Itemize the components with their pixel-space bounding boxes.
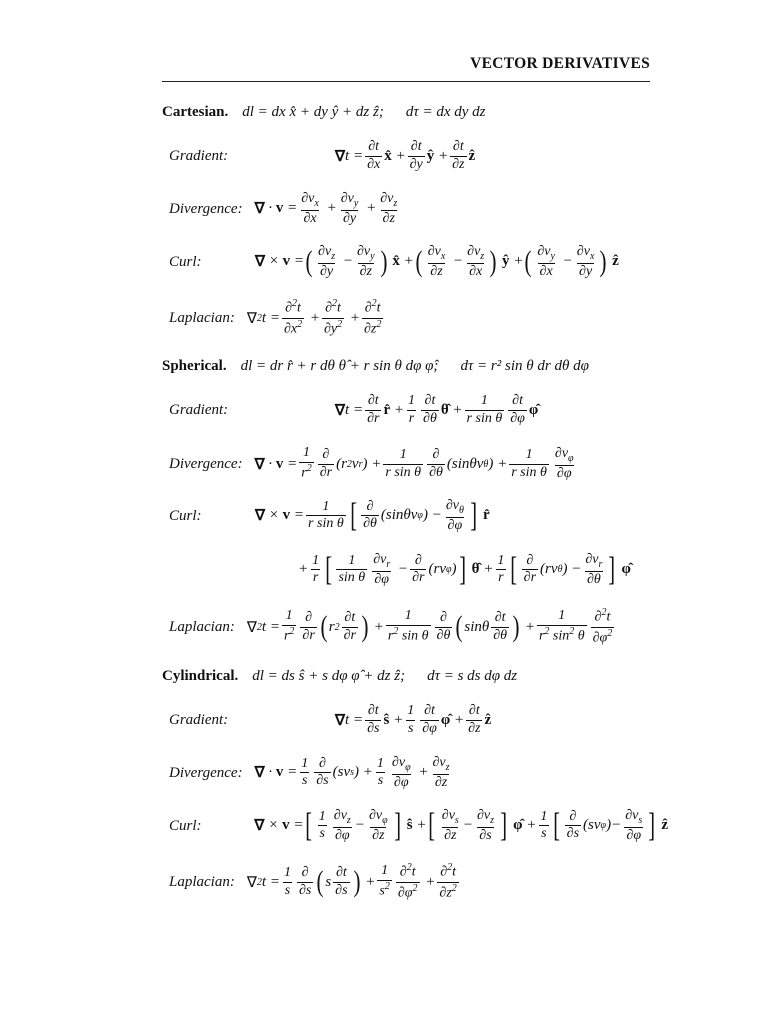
cylindrical-divergence (162, 751, 660, 795)
spherical-title: Spherical. (162, 357, 227, 374)
cylindrical-laplacian-formula: ∇ 2 t = $\frac{1}{s}$ $\frac{\partial}{\partial s}$ ( s $\frac{\partial t}{\partial s}$ ) + $\frac{1}{s^2}$ $\frac{\partial^2t}{\partial\varphi^2}$ + $\frac{\partial^2t}{\partial z^2}$ (246, 862, 457, 901)
divergence-label: Divergence: (169, 764, 243, 781)
header-rule (162, 81, 650, 82)
cartesian-heading (162, 99, 660, 125)
spherical-line-element: dl = dr r̂ + r dθ θ̂ + r sin θ dφ φ̂; (240, 357, 439, 374)
cartesian-gradient-formula: ∇ t = $\frac{\partial t}{\partial x}$ x̂ + $\frac{\partial t}{\partial y}$ ŷ + $\frac{\partial t}{\partial z}$ ẑ (335, 138, 476, 172)
spherical-laplacian (162, 605, 660, 649)
cartesian-laplacian-formula: ∇ 2 t = $\frac{\partial^2t}{\partial x^2}$ + $\frac{\partial^2t}{\partial y^2}$ + $\frac{\partial^2t}{\partial z^2}$ (246, 298, 382, 337)
spherical-curl-formula-line2: + $\frac{1}{r}$ [ $\frac{1}{\text{sin θ}}$ $\frac{\partial v_r}{\partial\varphi}$ − $\frac{\partial}{\partial r}$ ( r v φ ) ] θ̂ + $\frac{1}{r}$ [ $\frac{\partial}{\partial r}$ ( r v θ ) − $\frac{\partial v_r}{\partial\theta}$ ] φ̂ (298, 550, 631, 588)
page-header-title: VECTOR DERIVATIVES (470, 55, 650, 72)
spherical-curl-2 (298, 548, 668, 592)
spherical-gradient (162, 388, 660, 432)
cylindrical-divergence-formula: ∇ · v = $\frac{1}{s}$ $\frac{\partial}{\partial s}$ ( s v s ) + $\frac{1}{s}$ $\frac{\partial v_\varphi}{\partial\varphi}$ + $\frac{\partial v_z}{\partial z}$ (254, 754, 450, 790)
cylindrical-gradient (162, 698, 660, 742)
cartesian-curl-formula: ∇ × v = ( $\frac{\partial v_z}{\partial y}$ − $\frac{\partial v_y}{\partial z}$ ) x̂ + ( $\frac{\partial v_x}{\partial z}$ − $\frac{\partial v_z}{\partial x}$ ) ŷ + ( $\frac{\partial v_y}{\partial x}$ − $\frac{\partial v_x}{\partial y}$ ) ẑ (255, 243, 619, 279)
cartesian-volume-element: dτ = dx dy dz (405, 103, 486, 120)
gradient-label: Gradient: (169, 401, 229, 418)
spherical-divergence (162, 442, 660, 486)
cartesian-title: Cartesian. (162, 103, 229, 120)
laplacian-label: Laplacian: (169, 618, 235, 635)
cylindrical-gradient-formula: ∇ t = $\frac{\partial t}{\partial s}$ ŝ + $\frac{1}{s}$ $\frac{\partial t}{\partial\varphi}$ φ̂ + $\frac{\partial t}{\partial z}$ ẑ (335, 702, 492, 736)
spherical-curl-1 (162, 494, 660, 538)
cartesian-line-element: dl = dx x̂ + dy ŷ + dz ẑ; (242, 103, 384, 120)
gradient-label: Gradient: (169, 711, 229, 728)
spherical-volume-element: dτ = r² sin θ dr dθ dφ (460, 357, 589, 374)
cylindrical-curl-formula: ∇ × v = [ $\frac{1}{s}$ $\frac{\partial v_z}{\partial\varphi}$ − $\frac{\partial v_\varphi}{\partial z}$ ] ŝ + [ $\frac{\partial v_s}{\partial z}$ − $\frac{\partial v_z}{\partial s}$ ] φ̂ + $\frac{1}{s}$ [ $\frac{\partial}{\partial s}$ ( s v φ )− $\frac{\partial v_s}{\partial\varphi}$ ] ẑ (254, 806, 668, 844)
cylindrical-laplacian (162, 860, 660, 904)
cylindrical-heading (162, 663, 660, 689)
laplacian-label: Laplacian: (169, 873, 235, 890)
curl-label: Curl: (169, 817, 202, 834)
curl-label: Curl: (169, 253, 202, 270)
cartesian-gradient (162, 134, 660, 178)
cylindrical-title: Cylindrical. (162, 667, 239, 684)
laplacian-label: Laplacian: (169, 309, 235, 326)
divergence-label: Divergence: (169, 455, 243, 472)
spherical-divergence-formula: ∇ · v = $\frac{1}{r^2}$ $\frac{\partial}{\partial r}$ ( r 2 v r ) + $\frac{1}{\text{r sin θ}}$ $\frac{\partial}{\partial\theta}$ (sin θ v θ ) + $\frac{1}{\text{r sin θ}}$ $\frac{\partial v_\varphi}{\partial\varphi}$ (254, 445, 574, 481)
cylindrical-line-element: dl = ds ŝ + s dφ φ̂ + dz ẑ; (252, 667, 406, 684)
curl-label: Curl: (169, 507, 202, 524)
cartesian-laplacian (162, 296, 660, 340)
spherical-gradient-formula: ∇ t = $\frac{\partial t}{\partial r}$ r̂ + $\frac{1}{r}$ $\frac{\partial t}{\partial\theta}$ θ̂ + $\frac{1}{\text{r sin θ}}$ $\frac{\partial t}{\partial\varphi}$ φ̂ (335, 392, 539, 426)
spherical-laplacian-formula: ∇ 2 t = $\frac{1}{r^2}$ $\frac{\partial}{\partial r}$ ( r 2 $\frac{\partial t}{\partial r}$ ) + $\frac{1}{r^2 \sin \theta}$ $\frac{\partial}{\partial\theta}$ ( sin θ $\frac{\partial t}{\partial\theta}$ ) + $\frac{1}{r^2 \sin^2 \theta}$ $\frac{\partial^2t}{\partial\varphi^2}$ (246, 607, 613, 646)
cylindrical-volume-element: dτ = s ds dφ dz (427, 667, 518, 684)
spherical-heading (162, 353, 660, 379)
cylindrical-curl (162, 804, 668, 848)
divergence-label: Divergence: (169, 200, 243, 217)
cartesian-divergence (162, 187, 660, 231)
cartesian-curl (162, 240, 660, 284)
gradient-label: Gradient: (169, 147, 229, 164)
cartesian-divergence-formula: ∇ · v = $\frac{\partial v_x}{\partial x}$ + $\frac{\partial v_y}{\partial y}$ + $\frac{\partial v_z}{\partial z}$ (254, 190, 398, 226)
spherical-curl-formula-line1: ∇ × v = $\frac{1}{\text{r sin θ}}$ [ $\frac{\partial}{\partial\theta}$ (sin θ v φ ) − $\frac{\partial v_\theta}{\partial\varphi}$ ] r̂ (255, 496, 490, 534)
